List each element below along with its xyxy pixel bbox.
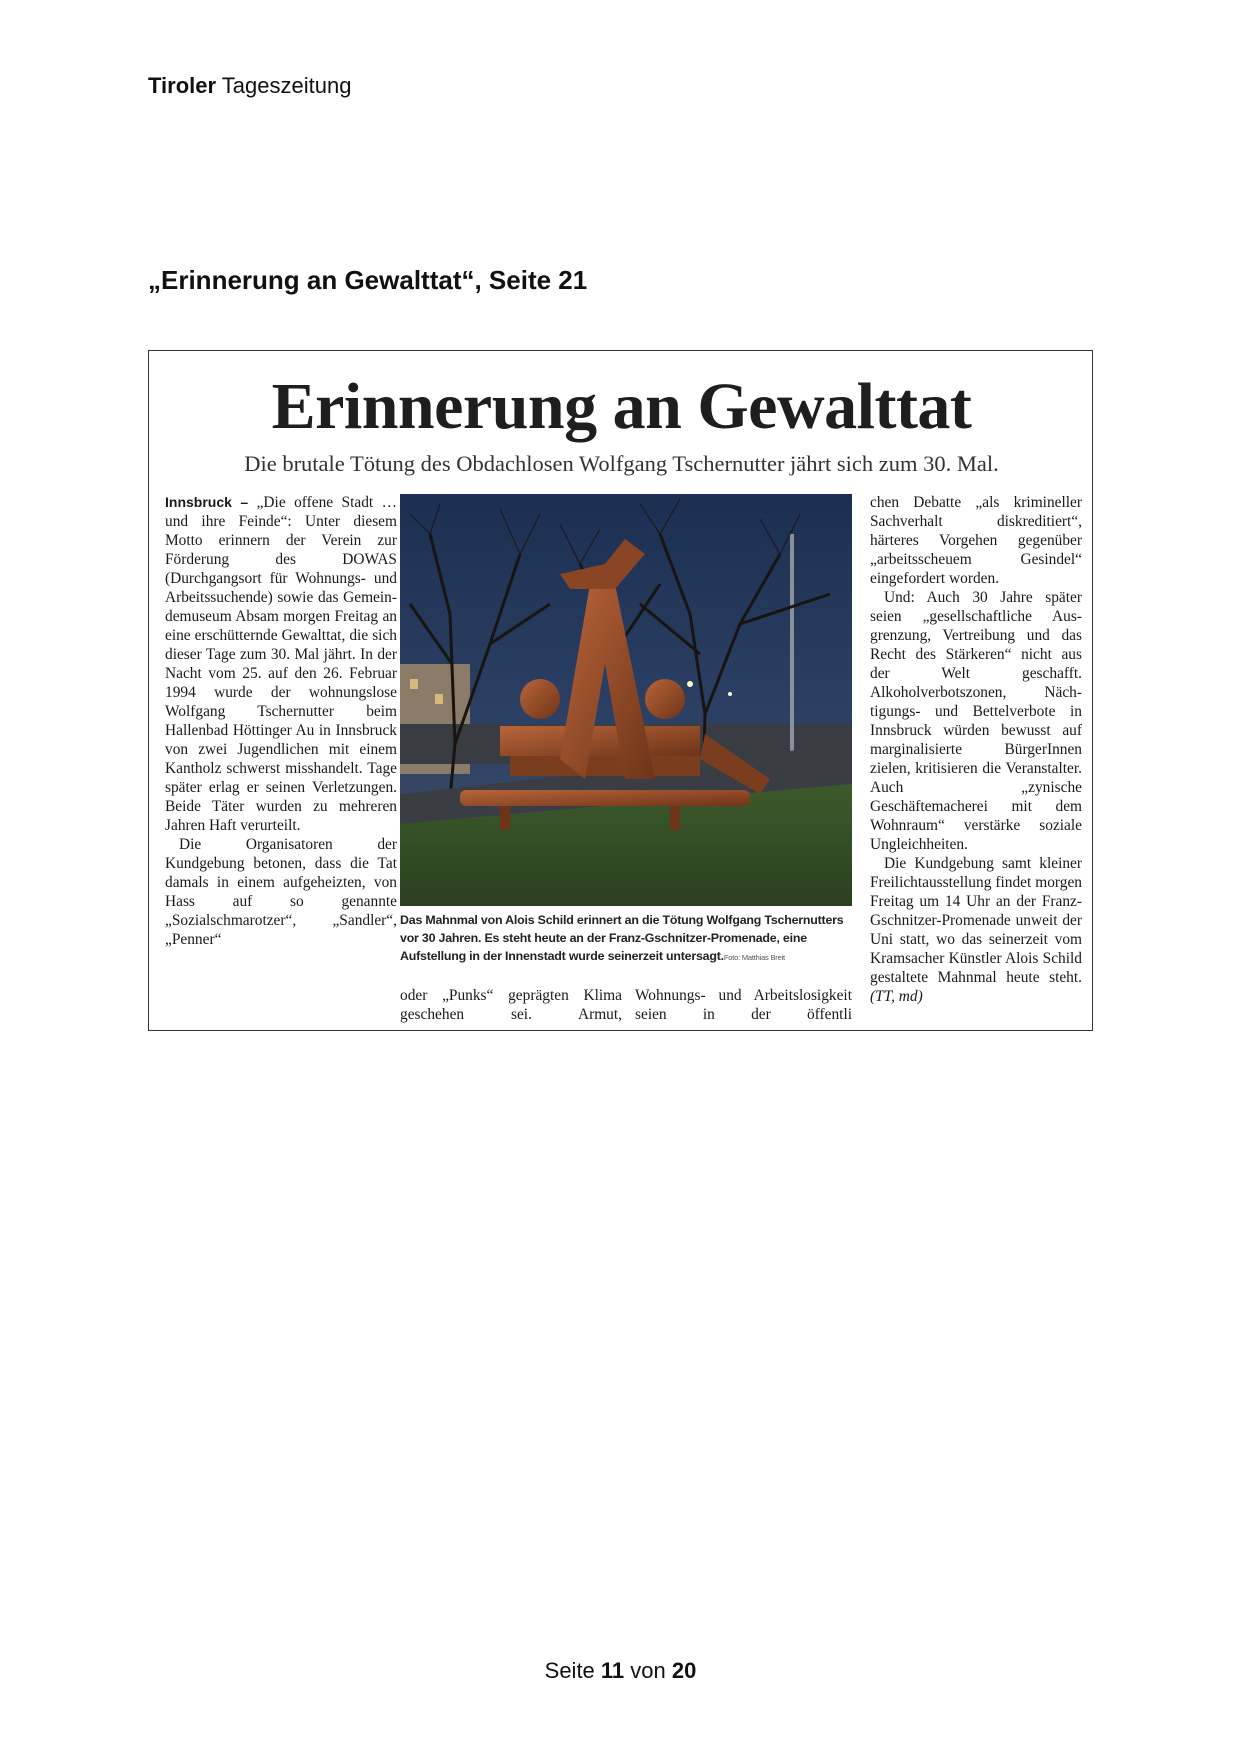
author-initials: (TT, md) [870, 988, 923, 1005]
article-column-4 [870, 493, 1082, 1006]
total-pages: 20 [671, 1658, 697, 1683]
article-headline: Erinnerung an Gewalttat [271, 370, 972, 443]
memorial-sculpture-photo [400, 494, 852, 906]
article-column-1 [165, 493, 397, 949]
newspaper-clipping [148, 350, 1093, 1031]
paragraph-1 [165, 493, 397, 835]
column-4-continuation: chen Debatte „als krimineller Sachverhalt diskreditiert“, härteres Vorgehen gegenüber „arbeitsscheuem Gesindel“ eingefordert worden. [870, 494, 1082, 587]
paragraph-2: Die Organisatoren der Kundgebung betonen, dass die Tat damals in einem aufgeheizten, von Hass auf so genannte „Sozialschmarotzer“, „Sandler“, „Penner“ [165, 836, 397, 948]
photo-caption [400, 911, 852, 967]
photo-caption-text: Das Mahnmal von Alois Schild erinnert an die Tötung Wolfgang Tschernutters vor 30 Jahren. Es steht heute an der Franz-Gschnitzer-Promenade, eine Aufstellung in der Innenstadt wurde seinerzeit untersagt. [400, 913, 844, 963]
photo-illustration [400, 494, 852, 906]
page-number-prefix: Seite [544, 1658, 601, 1683]
article-column-2-bottom: oder „Punks“ geprägten Klima geschehen sei. Armut, [400, 987, 622, 1023]
article-subheadline: Die brutale Tötung des Obdachlosen Wolfgang Tschernutter jährt sich zum 30. Mal. [244, 451, 999, 476]
article-column-3-bottom: Wohnungs- und Arbeitslosigkeit seien in der öffentli [635, 987, 852, 1023]
article-reference-title: „Erinnerung an Gewalttat“, Seite 21 [148, 265, 588, 295]
paragraph-4-text: Die Kundgebung samt kleiner Freilichtausstellung findet morgen Freitag um 14 Uhr an der Franz-Gschnitzer-Promenade unweit der Uni statt, wo das seinerzeit vom Kramsacher Künstler Alois Schild gestaltete Mahnmal heute steht. [870, 855, 1082, 986]
page-number [0, 1658, 1241, 1684]
paragraph-4 [870, 854, 1082, 1006]
page-number-middle: von [624, 1658, 672, 1683]
photo-credit: Foto: Matthias Breit [723, 953, 785, 962]
publication-name-bold: Tiroler [148, 73, 217, 98]
publication-name [148, 73, 351, 99]
publication-name-rest: Tageszeitung [216, 73, 352, 98]
paragraph-1-text: „Die offene Stadt … und ihre Feinde“: Unter diesem Motto erinnern der Verein zur Förderung des DOWAS (Durchgangsort für Wohnungs- und Arbeitssuchende) sowie das Gemeindemuseum Absam morgen Freitag an eine erschütternde Gewalttat, die sich dieser Tage zum 30. Mal jährt. In der Nacht vom 25. auf den 26. Februar 1994 wurde der wohnungslose Wolfgang Tschernutter beim Hallenbad Höttinger Au in Innsbruck von zwei Jugendlichen mit einem Kantholz schwerst misshandelt. Tage später erlag er seinen Verletzungen. Beide Täter wurden zu mehreren Jahren Haft verurteilt. [165, 494, 397, 834]
current-page: 11 [600, 1658, 625, 1683]
paragraph-3: Und: Auch 30 Jahre später seien „gesellschaftliche Ausgrenzung, Vertreibung und das Recht des Stärkeren“ nicht aus der Welt geschafft. Alkoholverbotszonen, Nächtigungs- und Bettelverbote in Innsbruck würden bewusst auf marginalisierte BürgerInnen zielen, kritisieren die Veranstalter. Auch „zynische Geschäftemacherei mit dem Wohnraum“ verstärke soziale Ungleichheiten. [870, 589, 1082, 853]
dateline: Innsbruck – [165, 494, 249, 510]
